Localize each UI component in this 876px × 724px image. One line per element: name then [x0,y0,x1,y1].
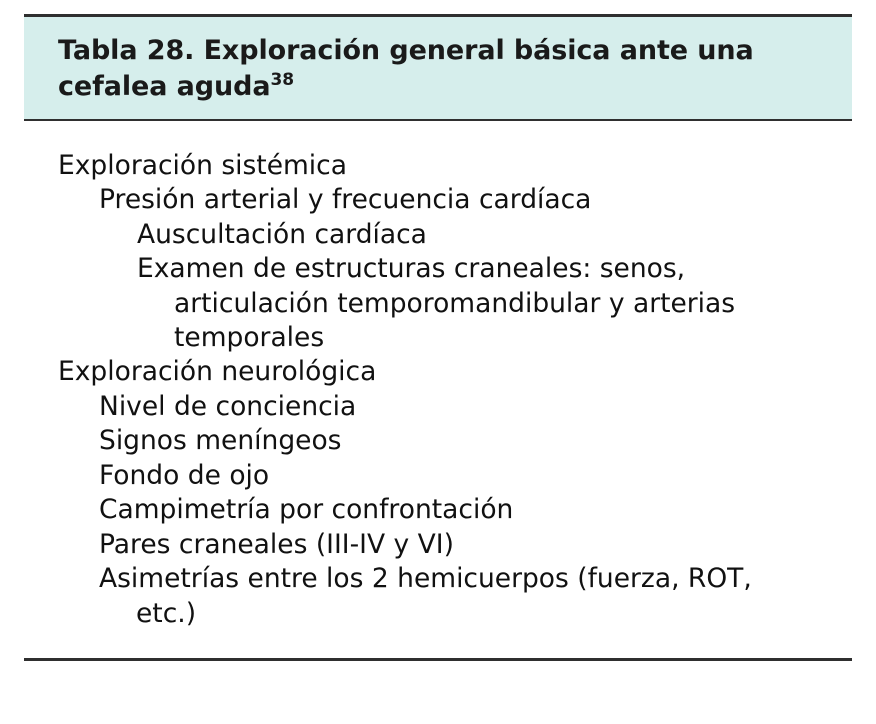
table-row: Asimetrías entre los 2 hemicuerpos (fuerza, ROT, [99,563,752,595]
table-body [24,121,852,661]
table-title-footnote-marker: 38 [270,69,294,90]
table-row: articulación temporomandibular y arterias [174,287,736,319]
table-container [24,14,852,661]
table-header [24,14,852,121]
table-row: Nivel de conciencia [99,390,357,422]
table-row: Exploración sistémica [58,149,347,181]
table-row: Fondo de ojo [99,459,270,491]
table-title-text: Tabla 28. Exploración general básica ante una cefalea aguda [58,35,754,102]
table-row: Presión arterial y frecuencia cardíaca [99,184,592,216]
table-row: Exploración neurológica [58,356,377,388]
table-row: temporales [174,322,325,353]
table-row: Examen de estructuras craneales: senos, [137,253,686,285]
table-row: etc.) [136,597,197,629]
table-row: Signos meníngeos [99,425,342,457]
table-row: Campimetría por confrontación [99,494,514,526]
table-row: Pares craneales (III-IV y VI) [99,528,454,560]
table-row: Auscultación cardíaca [137,218,427,250]
table-title [58,33,838,105]
